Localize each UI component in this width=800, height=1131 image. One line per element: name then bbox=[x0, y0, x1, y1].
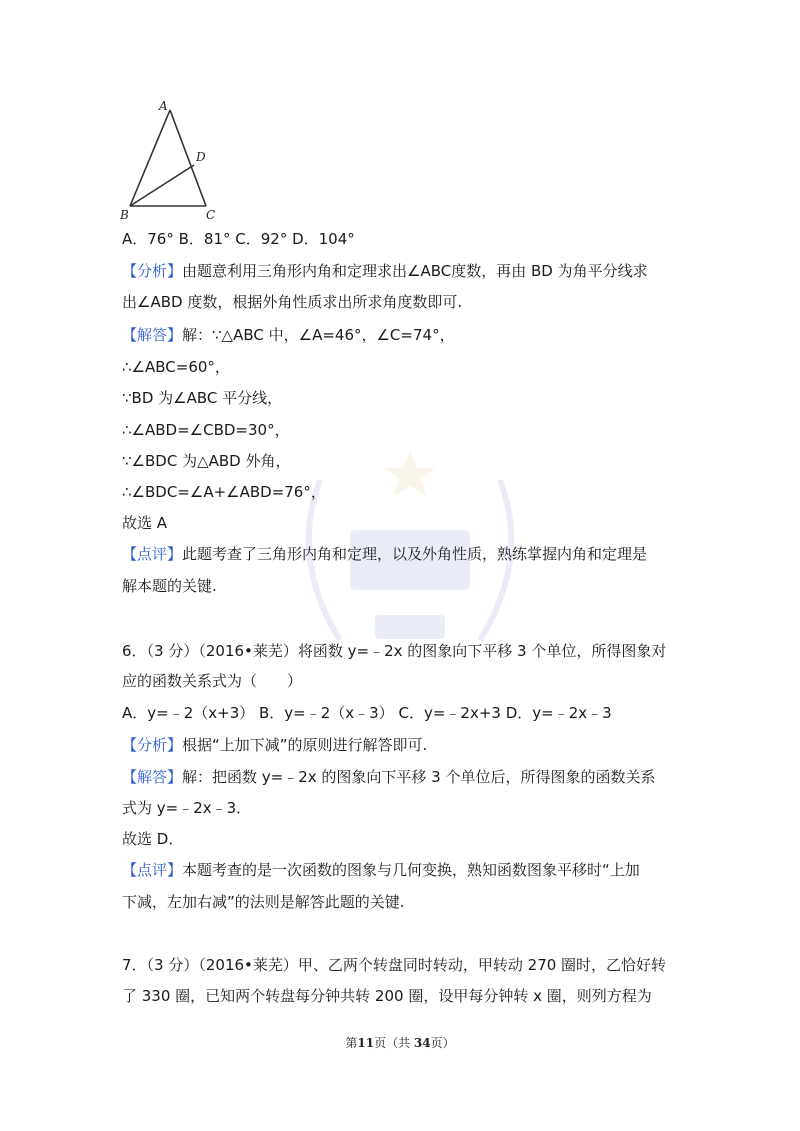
q7-stem-line-1: 7．（3 分）（2016•莱芜）甲、乙两个转盘同时转动，甲转动 270 圈时，乙恰好转 bbox=[122, 956, 667, 974]
vertex-c-label: C bbox=[206, 208, 216, 222]
q6-comment-line-2: 下减，左加右减”的法则是解答此题的关键. bbox=[122, 893, 405, 911]
q5-comment-text-1: 此题考查了三角形内角和定理，以及外角性质，熟练掌握内角和定理是 bbox=[182, 545, 648, 563]
q5-analysis-line-2: 出∠ABD 度数，根据外角性质求出所求角度数即可. bbox=[122, 293, 463, 311]
q6-choice: 故选 D． bbox=[122, 830, 184, 848]
q6-comment-line-1 bbox=[122, 859, 688, 881]
q5-answer-line-6: ∴∠BDC=∠A+∠ABD=76°， bbox=[122, 483, 326, 501]
q6-analysis-text-1: 根据“上加下减”的原则进行解答即可. bbox=[182, 736, 428, 754]
analysis-tag: 【分析】 bbox=[122, 262, 183, 280]
q5-choice: 故选 A bbox=[122, 514, 168, 532]
analysis-tag: 【分析】 bbox=[122, 736, 183, 754]
answer-tag: 【解答】 bbox=[122, 326, 183, 344]
triangle-figure bbox=[118, 98, 228, 222]
footer-prefix: 第 bbox=[345, 1036, 358, 1050]
q6-answer-text-1: 解：把函数 y=﹣2x 的图象向下平移 3 个单位后，所得图象的函数关系 bbox=[182, 768, 656, 786]
q5-answer-line-2: ∴∠ABC=60°， bbox=[122, 358, 230, 376]
comment-tag: 【点评】 bbox=[122, 545, 183, 563]
q5-comment-line-1 bbox=[122, 543, 688, 565]
vertex-a-label: A bbox=[159, 99, 168, 113]
q5-answer-line-4: ∴∠ABD=∠CBD=30°， bbox=[122, 421, 290, 439]
q5-answer-line-5: ∵∠BDC 为△ABD 外角， bbox=[122, 452, 291, 470]
comment-tag: 【点评】 bbox=[122, 861, 183, 879]
vertex-b-label: B bbox=[120, 208, 129, 222]
footer-total-pages: 34 bbox=[413, 1036, 431, 1050]
q5-analysis-text-1: 由题意利用三角形内角和定理求出∠ABC度数，再由 BD 为角平分线求 bbox=[182, 262, 648, 280]
q5-comment-line-2: 解本题的关键. bbox=[122, 577, 217, 595]
answer-tag: 【解答】 bbox=[122, 768, 183, 786]
q6-answer-line-1 bbox=[122, 766, 688, 788]
footer-mid: 页（共 bbox=[374, 1036, 414, 1050]
footer-suffix: 页） bbox=[430, 1036, 455, 1050]
q5-answer-text-1: 解：∵△ABC 中，∠A=46°，∠C=74°， bbox=[182, 326, 455, 344]
q5-answer-line-3: ∵BD 为∠ABC 平分线， bbox=[122, 389, 283, 407]
q5-answer-line-1 bbox=[122, 324, 688, 346]
q6-stem-line-1: 6．（3 分）（2016•莱芜）将函数 y=﹣2x 的图象向下平移 3 个单位，所得图象对 bbox=[122, 642, 667, 660]
q6-options: A．y=﹣2（x+3） B．y=﹣2（x﹣3） C．y=﹣2x+3 D．y=﹣2x﹣3 bbox=[122, 704, 612, 722]
point-d-label: D bbox=[196, 150, 206, 164]
q6-stem-line-2: 应的函数关系式为（ ） bbox=[122, 672, 303, 690]
q7-stem-line-2: 了 330 圈，已知两个转盘每分钟共转 200 圈，设甲每分钟转 x 圈，则列方程为 bbox=[122, 987, 652, 1005]
q5-analysis-line-1 bbox=[122, 260, 688, 282]
q5-options: A．76° B．81° C．92° D．104° bbox=[122, 230, 355, 248]
q6-comment-text-1: 本题考查的是一次函数的图象与几何变换，熟知函数图象平移时“上加 bbox=[182, 861, 640, 879]
q6-answer-line-2: 式为 y=﹣2x﹣3． bbox=[122, 799, 252, 817]
footer-page-number: 11 bbox=[357, 1036, 375, 1050]
page-footer bbox=[0, 1034, 800, 1051]
q6-analysis-line-1 bbox=[122, 734, 688, 756]
